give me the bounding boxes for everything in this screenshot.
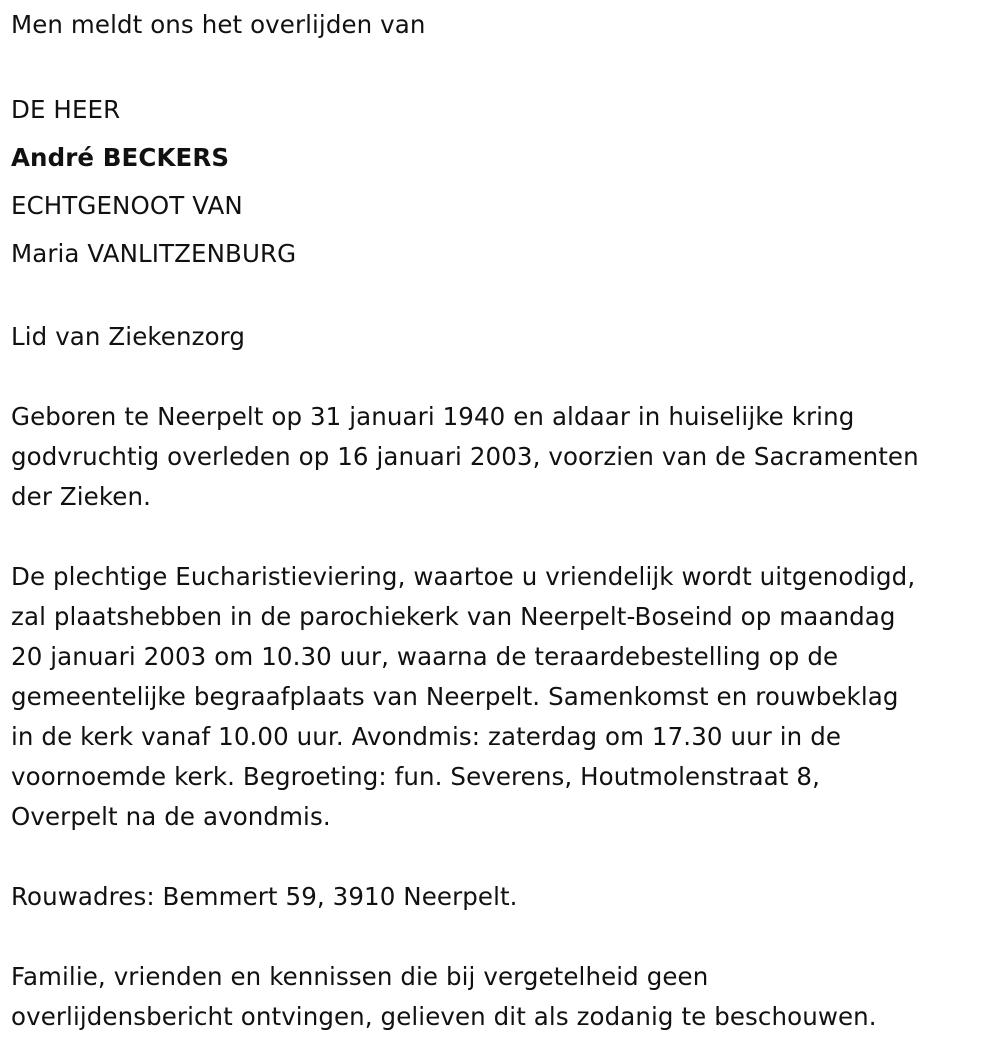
address-text: Rouwadres: Bemmert 59, 3910 Neerpelt.: [11, 882, 518, 911]
title-text: DE HEER: [11, 95, 121, 124]
intro-text: Men meldt ons het overlijden van: [11, 10, 426, 39]
spouse-name: Maria VANLITZENBURG: [11, 239, 297, 268]
ceremony-paragraph: De plechtige Eucharistieviering, waartoe u vriendelijk wordt uitgenodigd, zal plaatshebben in de parochiekerk van Neerpelt-Boseind op maandag 20 januari 2003 om 10.30 uur, waarna de teraardebestelling op de gemeentelijke begraafplaats van Neerpelt. Samenkomst en rouwbeklag in de kerk vanaf 10.00 uur. Avondmis: zaterdag om 17.30 uur in de voornoemde kerk. Begroeting: fun. Severens, Houtmolenstraat 8, Overpelt na de avondmis.: [11, 562, 916, 831]
closing-paragraph: Familie, vrienden en kennissen die bij vergetelheid geen overlijdensbericht ontvingen, gelieven dit als zodanig te beschouwen.: [11, 962, 877, 1031]
relation-text: ECHTGENOOT VAN: [11, 191, 243, 220]
membership-text: Lid van Ziekenzorg: [11, 322, 246, 351]
death-notice: [11, 0, 993, 1037]
birth-death-paragraph: Geboren te Neerpelt op 31 januari 1940 en aldaar in huiselijke kring godvruchtig overleden op 16 januari 2003, voorzien van de Sacramenten der Zieken.: [11, 402, 919, 511]
deceased-name: André BECKERS: [11, 143, 230, 172]
deceased-header: [11, 86, 993, 278]
